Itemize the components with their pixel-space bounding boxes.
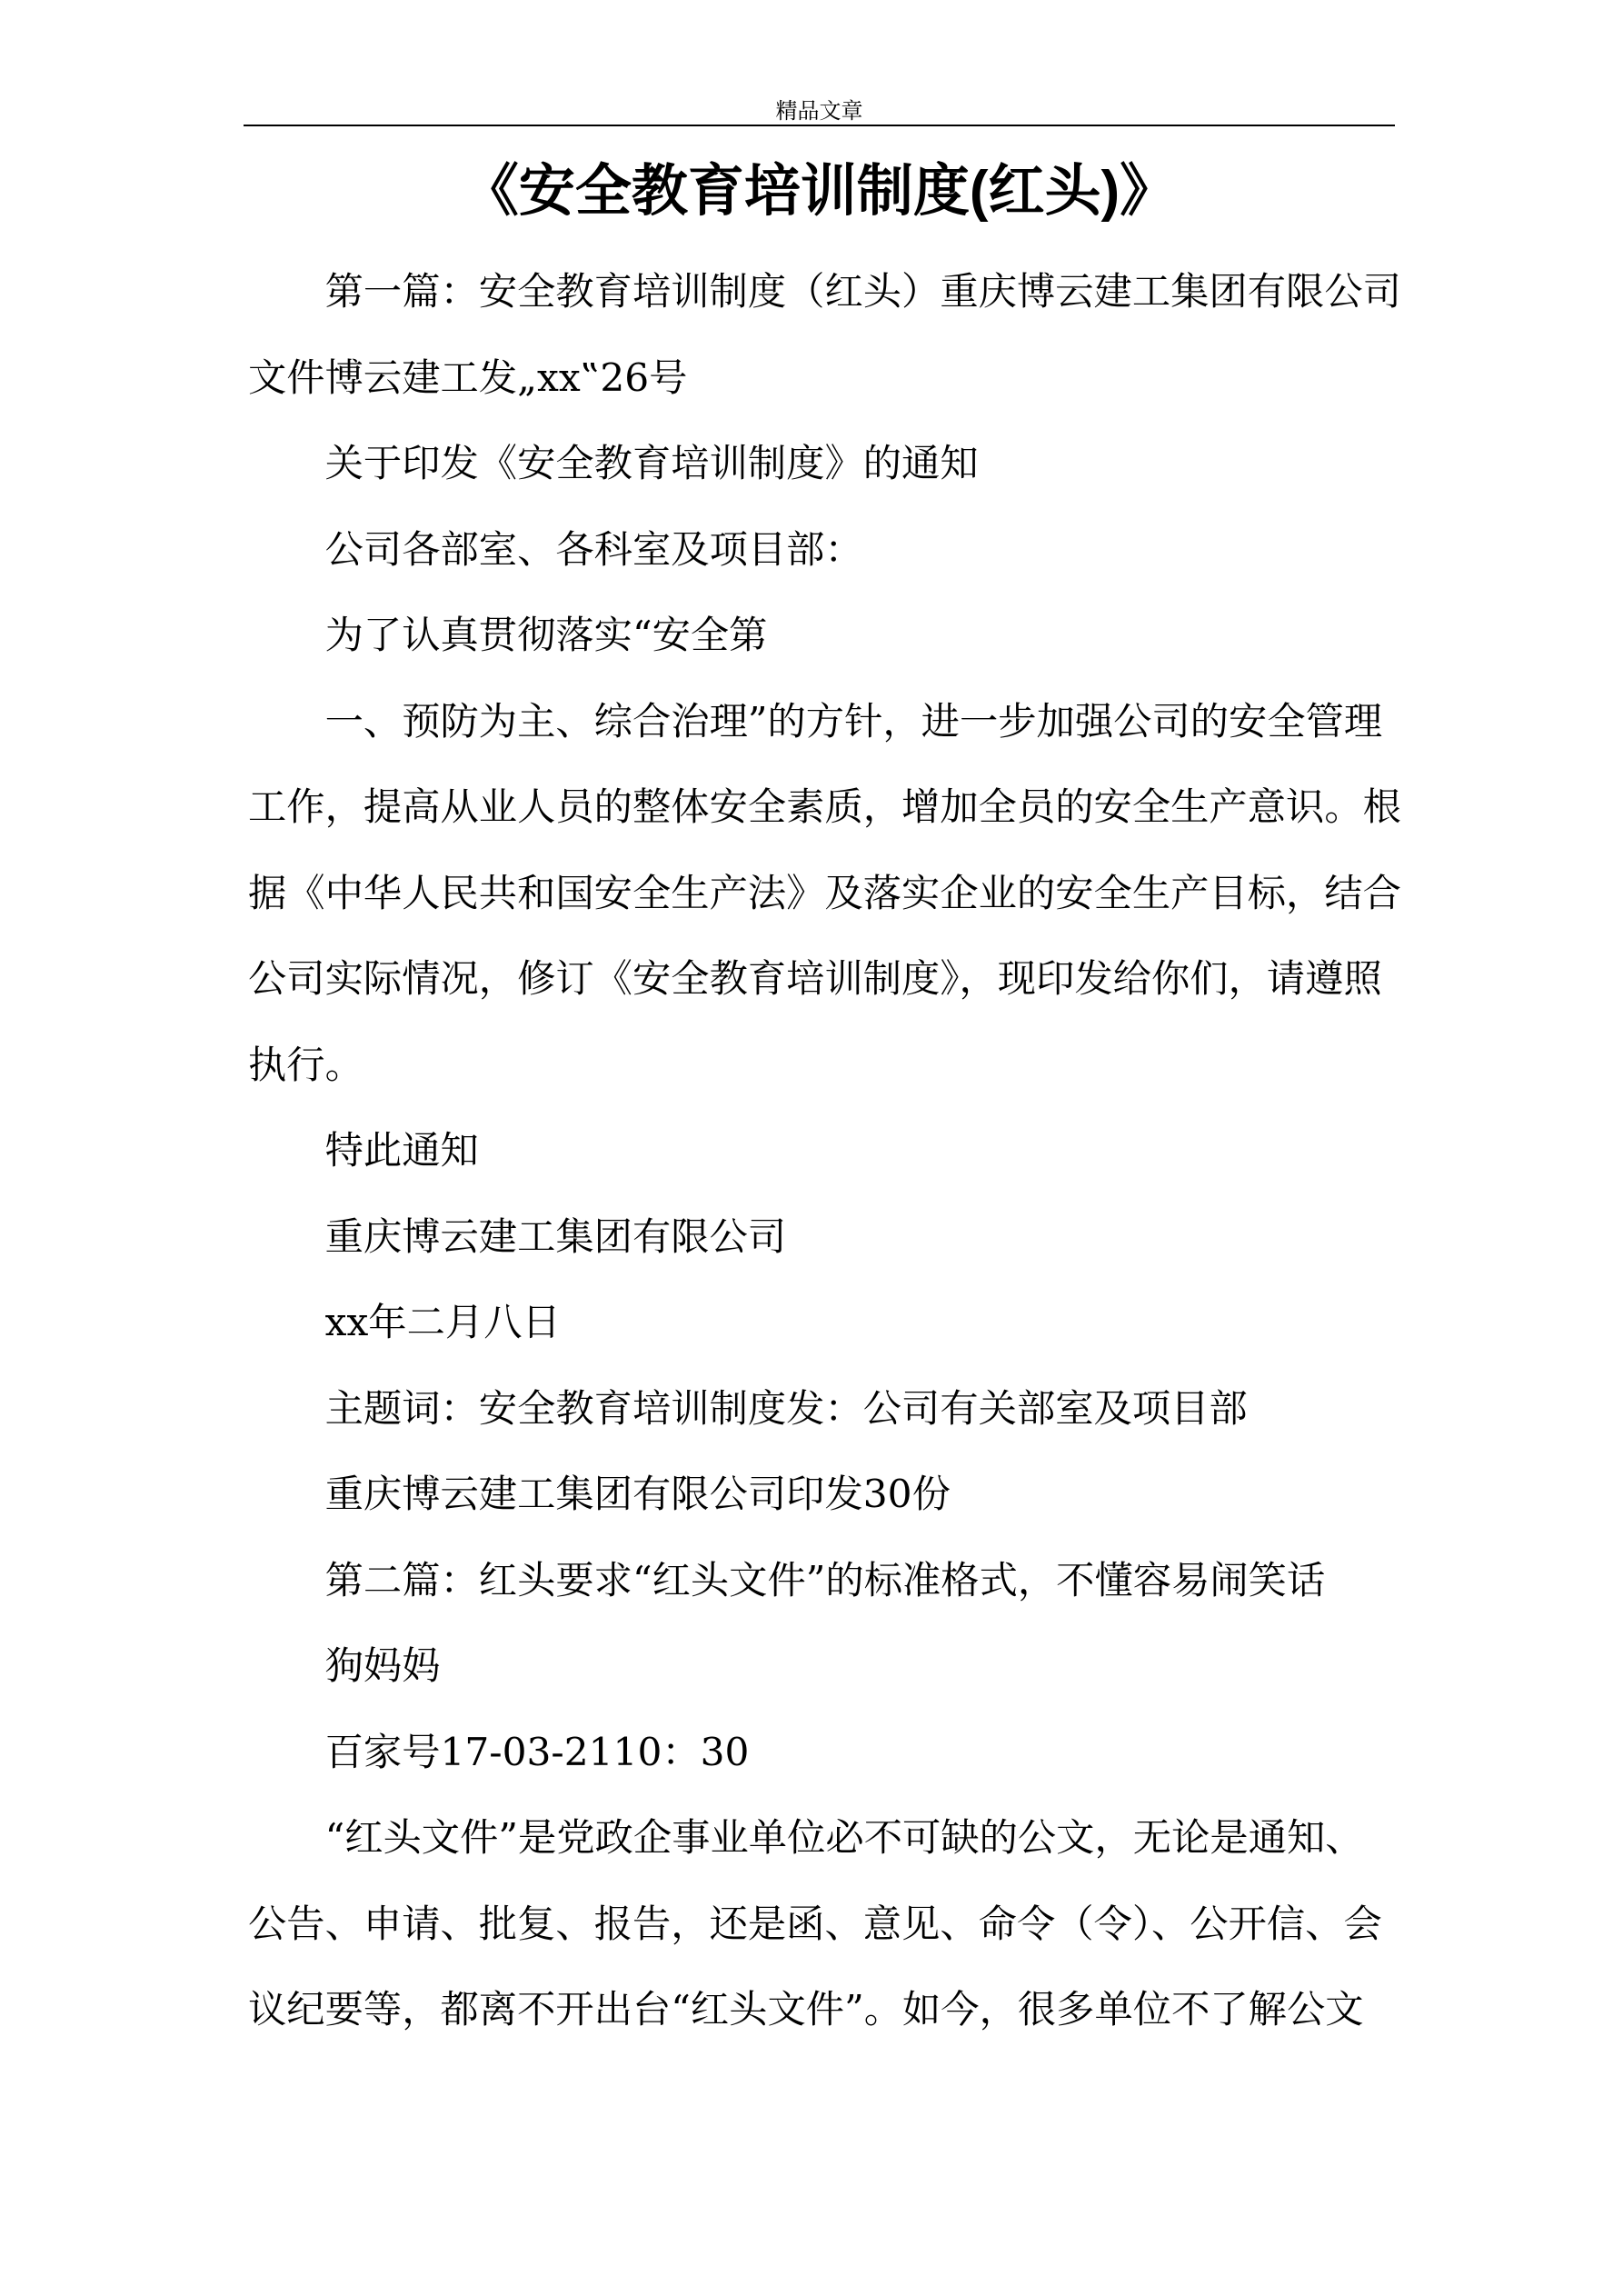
paragraph	[248, 1366, 1407, 1452]
paragraph	[248, 1452, 1407, 1538]
paragraph-line: xx年二月八日	[324, 1300, 561, 1344]
paragraph	[248, 1623, 1407, 1710]
paragraph	[248, 1710, 1407, 1796]
paragraph-line: 重庆博云建工集团有限公司印发30份	[324, 1472, 951, 1516]
paragraph	[248, 1280, 1407, 1366]
document-body	[248, 249, 1407, 2053]
paragraph	[248, 507, 1407, 594]
paragraph	[248, 1795, 1407, 2053]
paragraph	[248, 1108, 1407, 1194]
paragraph-line: 公告、申请、批复、报告，还是函、意见、命令（令）、公开信、会	[248, 1901, 1382, 1946]
paragraph	[248, 1538, 1407, 1624]
paragraph-line: 据《中华人民共和国安全生产法》及落实企业的安全生产目标，结合	[248, 870, 1401, 915]
paragraph-line: 文件博云建工发„xx‟26号	[248, 354, 688, 400]
paragraph	[248, 249, 1407, 421]
paragraph-line: 议纪要等，都离不开出台“红头文件”。如今，很多单位不了解公文	[248, 1987, 1364, 2031]
paragraph-line: 百家号17-03-2110：30	[324, 1729, 750, 1774]
paragraph-line: 重庆博云建工集团有限公司	[324, 1213, 787, 1259]
paragraph-line: 一、预防为主、综合治理”的方针，进一步加强公司的安全管理	[324, 698, 1383, 744]
paragraph	[248, 679, 1407, 1109]
paragraph-line: 公司实际情况，修订《安全教育培训制度》，现印发给你们，请遵照	[248, 956, 1382, 1001]
paragraph-line: “红头文件”是党政企事业单位必不可缺的公文，无论是通知、	[324, 1815, 1364, 1860]
document-title: 《安全教育培训制度(红头)》	[462, 160, 1177, 223]
paragraph-line: 工作，提高从业人员的整体安全素质，增加全员的安全生产意识。根	[248, 784, 1401, 829]
paragraph-line: 第二篇：红头要求“红头文件”的标准格式，不懂容易闹笑话	[324, 1557, 1326, 1602]
paragraph-line: 关于印发《安全教育培训制度》的通知	[324, 441, 979, 485]
paragraph	[248, 421, 1407, 507]
paragraph-line: 主题词：安全教育培训制度发：公司有关部室及项目部	[324, 1385, 1248, 1431]
paragraph-line: 公司各部室、各科室及项目部：	[324, 526, 863, 572]
paragraph	[248, 593, 1407, 679]
paragraph	[248, 1194, 1407, 1281]
paragraph-line: 特此通知	[324, 1128, 479, 1173]
paragraph-line: 执行。	[248, 1042, 363, 1087]
header-rule	[244, 125, 1395, 126]
page-header: 精品文章	[775, 98, 863, 124]
paragraph-line: 狗妈妈	[324, 1643, 441, 1688]
paragraph-line: 为了认真贯彻落实“安全第	[324, 613, 768, 657]
paragraph-line: 第一篇：安全教育培训制度（红头）重庆博云建工集团有限公司	[324, 269, 1401, 314]
